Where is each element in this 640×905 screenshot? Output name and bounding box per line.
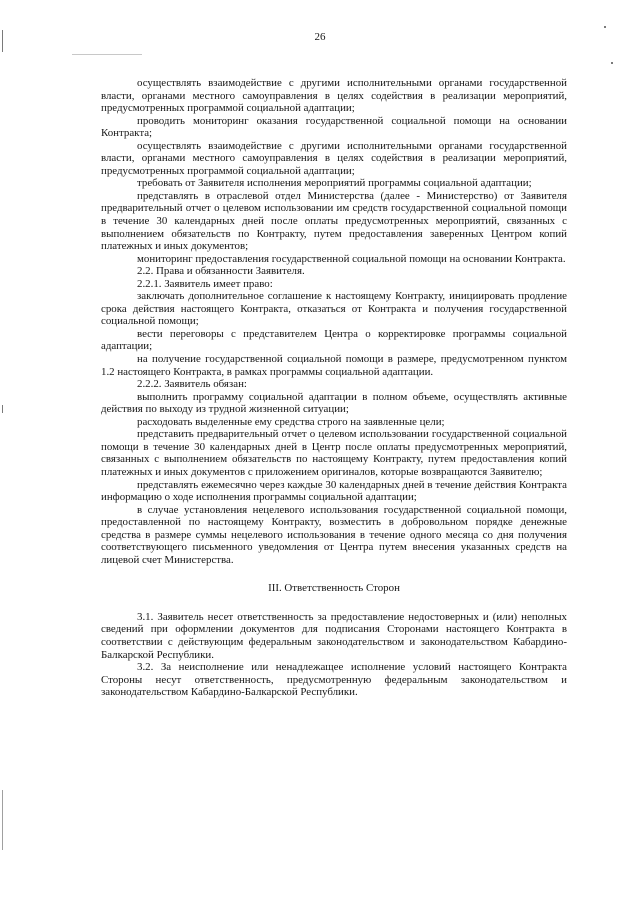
- clause-3-1: 3.1. Заявитель несет ответственность за предоставление недостоверных и (или) неполных сведений при оформлении документов для подписания Сторонами настоящего Контракта в соответствии с действующим федеральным законодательством и законодательством Кабардино-Балкарской Республики.: [101, 610, 567, 661]
- paragraph-require-execution: требовать от Заявителя исполнения мероприятий программы социальной адаптации;: [137, 177, 532, 190]
- paragraph-monitoring-contract: мониторинг предоставления государственной социальной помощи на основании Контракта.: [137, 252, 566, 265]
- paragraph-negotiations: вести переговоры с представителем Центра о корректировке программы социальной адаптации;: [101, 327, 567, 353]
- scan-mark-left-mid: [2, 405, 3, 413]
- paragraph-refund: в случае установления нецелевого использования государственной социальной помощи, предоставленной по настоящему Контракту, возместить в добровольном порядке денежные средства в размере суммы нецелевого использования в течение одного месяца со дня получения соответствующего письменного уведомления от Центра путем внесения указанных средств на лицевой счет Министерства.: [101, 503, 567, 566]
- clause-2-2-1-heading: 2.2.1. Заявитель имеет право:: [137, 277, 273, 290]
- paragraph-center-interaction-1: осуществлять взаимодействие с другими исполнительными органами государственной власти, органами местного самоуправления в целях содействия в реализации мероприятий, предусмотренных программой социальной адаптации;: [101, 77, 567, 115]
- document-body: [101, 77, 567, 699]
- clause-3-2: 3.2. За неисполнение или ненадлежащее исполнение условий настоящего Контракта Стороны несут ответственность, предусмотренную федеральным законодательством и законодательством Кабардино-Балкарской Республики.: [101, 661, 567, 699]
- page-number: 26: [314, 31, 326, 43]
- paragraph-monthly-info: представлять ежемесячно через каждые 30 календарных дней в течение действия Контракта информацию о ходе исполнения программы социальной адаптации;: [101, 478, 567, 504]
- paragraph-additional-agreement: заключать дополнительное соглашение к настоящему Контракту, инициировать продление срока действия настоящего Контракта, отказаться от Контракта и получения государственной социальной помощи;: [101, 290, 567, 328]
- paragraph-monitoring: проводить мониторинг оказания государственной социальной помощи на основании Контракта;: [101, 114, 567, 140]
- clause-2-2-2-heading: 2.2.2. Заявитель обязан:: [137, 378, 247, 391]
- paragraph-receive-assistance: на получение государственной социальной помощи в размере, предусмотренном пунктом 1.2 настоящего Контракта, в рамках программы социальной адаптации.: [101, 353, 567, 378]
- scan-mark-left-top: [2, 30, 3, 52]
- paragraph-submit-report: представлять в отраслевой отдел Министерства (далее - Министерство) от Заявителя предварительный отчет о целевом использовании им средств государственной социальной помощи в течение 30 календарных дней после оплаты предусмотренных мероприятий, связанных с выполнением обязательств по Контракту, путем предоставления заверенных Центром копий платежных и иных документов;: [101, 189, 567, 253]
- scan-mark-left-bottom: [2, 790, 3, 850]
- scan-mark-right-dot: [611, 62, 613, 64]
- scan-mark-top-rule: [72, 54, 142, 55]
- section-heading: III. Ответственность Сторон: [268, 582, 400, 595]
- paragraph-preliminary-report: представить предварительный отчет о целевом использовании государственной социальной помощи в течение 30 календарных дней в Центр после оплаты предусмотренных мероприятий, связанных с выполнением обязательств по настоящему Контракту, путем предоставления копий платежных и иных документов с приложением оригиналов, которые возвращаются Заявителю;: [101, 428, 567, 478]
- clause-2-2-heading: 2.2. Права и обязанности Заявителя.: [137, 265, 305, 278]
- paragraph-fulfil-program: выполнить программу социальной адаптации в полном объеме, осуществлять активные действия по выходу из трудной жизненной ситуации;: [101, 390, 567, 416]
- paragraph-spend-funds: расходовать выделенные ему средства строго на заявленные цели;: [137, 415, 445, 428]
- scan-mark-right-top: [604, 26, 606, 28]
- paragraph-center-interaction-2: осуществлять взаимодействие с другими исполнительными органами государственной власти, органами местного самоуправления в целях содействия в реализации мероприятий, предусмотренных программой социальной адаптации;: [101, 139, 567, 177]
